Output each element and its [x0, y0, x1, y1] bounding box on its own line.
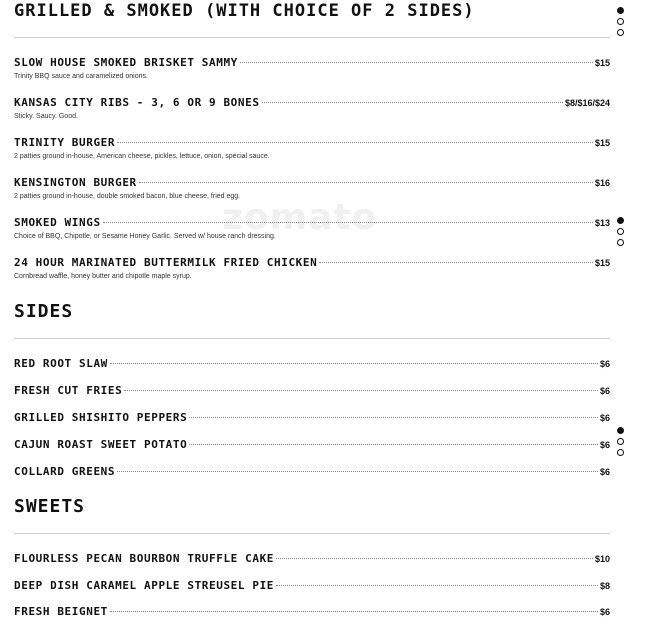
menu-item [14, 438, 610, 451]
menu-item [14, 96, 610, 120]
leader-dots [262, 102, 563, 103]
carousel-dot-3[interactable] [617, 29, 624, 36]
item-price: $6 [599, 359, 610, 369]
section-divider [14, 37, 610, 38]
leader-dots [110, 363, 598, 364]
leader-dots [124, 390, 598, 391]
item-description: 2 patties ground in-house, double smoked bacon, blue cheese, fried egg. [14, 193, 241, 200]
item-name: TRINITY BURGER [14, 136, 116, 149]
item-name: 24 HOUR MARINATED BUTTERMILK FRIED CHICKEN [14, 256, 318, 269]
item-description: Sticky. Saucy. Good. [14, 113, 78, 120]
menu-item [14, 605, 610, 618]
section-title-grilled: GRILLED & SMOKED (WITH CHOICE OF 2 SIDES) [14, 1, 475, 21]
menu-item [14, 357, 610, 370]
item-price: $8 [599, 581, 610, 591]
leader-dots [189, 417, 598, 418]
carousel-nav [617, 217, 625, 250]
leader-dots [117, 142, 593, 143]
section-divider [14, 338, 610, 339]
item-price: $13 [594, 218, 610, 228]
section-title-sweets: SWEETS [14, 496, 86, 517]
item-name: FRESH BEIGNET [14, 605, 108, 618]
menu-item [14, 56, 610, 80]
watermark: zomato [222, 197, 378, 238]
menu-item [14, 256, 610, 280]
item-price: $6 [599, 467, 610, 477]
item-description: 2 patties ground in-house, American cheese, pickles, lettuce, onion, special sauce. [14, 153, 270, 160]
leader-dots [240, 62, 593, 63]
item-price: $16 [594, 178, 610, 188]
item-name: COLLARD GREENS [14, 465, 116, 478]
leader-dots [189, 444, 598, 445]
item-price: $15 [594, 58, 610, 68]
item-price: $10 [594, 554, 610, 564]
menu-item [14, 579, 610, 592]
carousel-dot-2[interactable] [617, 18, 624, 25]
item-price: $6 [599, 386, 610, 396]
leader-dots [276, 585, 598, 586]
leader-dots [139, 182, 593, 183]
item-price: $15 [594, 258, 610, 268]
item-description: Choice of BBQ, Chipotle, or Sesame Honey Garlic. Served w/ house ranch dressing. [14, 233, 276, 240]
section-title-sides: SIDES [14, 301, 74, 322]
leader-dots [103, 222, 593, 223]
section-divider [14, 533, 610, 534]
item-price: $6 [599, 607, 610, 617]
carousel-dot-3[interactable] [617, 239, 624, 246]
item-name: DEEP DISH CARAMEL APPLE STREUSEL PIE [14, 579, 275, 592]
menu-item [14, 384, 610, 397]
leader-dots [276, 558, 593, 559]
carousel-dot-1[interactable] [617, 427, 624, 434]
menu-item [14, 176, 610, 200]
item-name: CAJUN ROAST SWEET POTATO [14, 438, 188, 451]
item-name: RED ROOT SLAW [14, 357, 108, 370]
menu-item [14, 552, 610, 565]
item-name: KANSAS CITY RIBS - 3, 6 OR 9 BONES [14, 96, 260, 109]
item-name: FRESH CUT FRIES [14, 384, 123, 397]
carousel-nav [617, 427, 625, 460]
item-name: SLOW HOUSE SMOKED BRISKET SAMMY [14, 56, 238, 69]
leader-dots [319, 262, 593, 263]
item-name: KENSINGTON BURGER [14, 176, 137, 189]
item-name: GRILLED SHISHITO PEPPERS [14, 411, 188, 424]
item-name: FLOURLESS PECAN BOURBON TRUFFLE CAKE [14, 552, 275, 565]
carousel-dot-3[interactable] [617, 449, 624, 456]
menu-item [14, 411, 610, 424]
menu-item [14, 136, 610, 160]
menu-item [14, 465, 610, 478]
item-price: $6 [599, 413, 610, 423]
item-price: $15 [594, 138, 610, 148]
leader-dots [117, 471, 598, 472]
carousel-nav [617, 7, 625, 40]
carousel-dot-2[interactable] [617, 228, 624, 235]
item-name: SMOKED WINGS [14, 216, 101, 229]
carousel-dot-1[interactable] [617, 7, 624, 14]
item-price: $6 [599, 440, 610, 450]
menu-item [14, 216, 610, 240]
item-description: Cornbread waffle, honey butter and chipotle maple syrup. [14, 273, 192, 280]
leader-dots [110, 611, 598, 612]
carousel-dot-2[interactable] [617, 438, 624, 445]
item-description: Trinity BBQ sauce and caramelized onions. [14, 73, 148, 80]
carousel-dot-1[interactable] [617, 217, 624, 224]
item-price: $8/$16/$24 [564, 98, 610, 108]
